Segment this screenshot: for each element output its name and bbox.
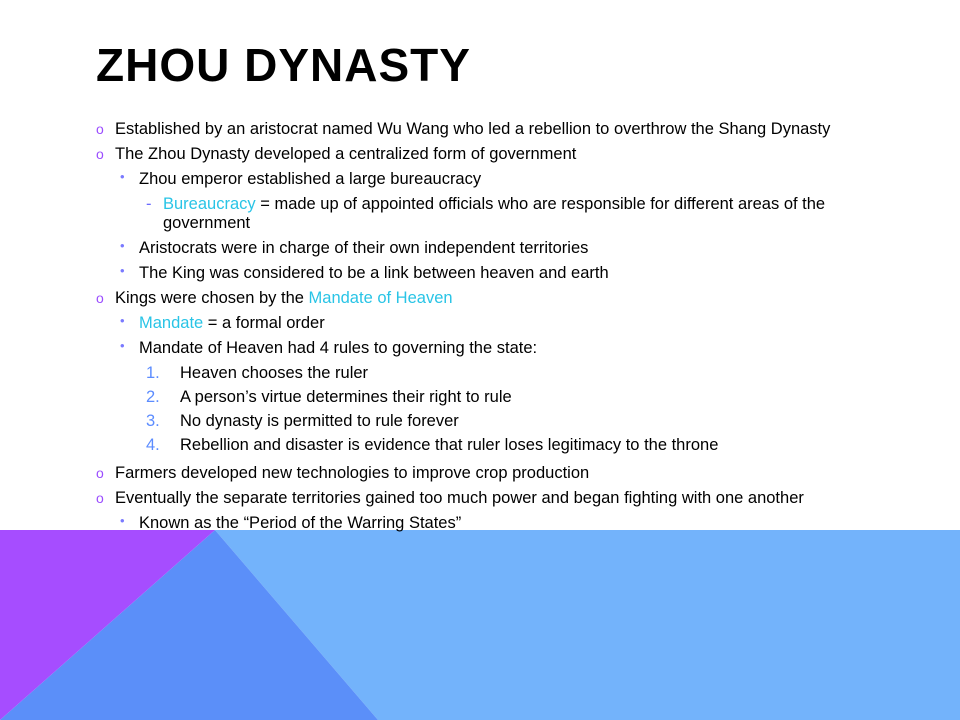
bullet-item	[96, 145, 912, 164]
dash-bullet-icon: -	[146, 194, 152, 213]
bullet-item	[96, 464, 912, 483]
bullet-text: Established by an aristocrat named Wu Wang who led a rebellion to overthrow the Shang Dynasty	[115, 120, 831, 138]
numbered-item	[96, 364, 912, 383]
dot-bullet-icon: •	[120, 337, 125, 353]
sub-sub-bullet-item	[96, 195, 912, 233]
sub-bullet-item	[96, 264, 912, 283]
dot-bullet-icon: •	[120, 237, 125, 253]
numbered-item	[96, 436, 912, 455]
bullet-text: Known as the “Period of the Warring States”	[139, 513, 462, 532]
bullet-text: = made up of appointed officials who are responsible for different areas of the government	[163, 194, 826, 232]
term-highlight: Mandate	[139, 313, 204, 332]
term-highlight: Mandate of Heaven	[308, 288, 453, 307]
bullet-list	[96, 120, 912, 538]
bullet-text: Kings were chosen by the	[115, 288, 309, 307]
sub-bullet-item	[96, 239, 912, 258]
bullet-item	[96, 120, 912, 139]
circle-bullet-icon: o	[96, 464, 104, 481]
bullet-text: Rebellion and disaster is evidence that ruler loses legitimacy to the throne	[180, 435, 719, 454]
bullet-text: The Zhou Dynasty developed a centralized form of government	[115, 144, 577, 163]
bullet-text: Mandate of Heaven had 4 rules to governing the state:	[139, 338, 538, 357]
dot-bullet-icon: •	[120, 512, 125, 528]
bullet-text: Eventually the separate territories gained too much power and began fighting with one another	[115, 488, 804, 507]
dot-bullet-icon: •	[120, 312, 125, 328]
bullet-text: The King was considered to be a link between heaven and earth	[139, 263, 609, 282]
list-number: 3.	[146, 411, 160, 430]
slide-title: ZHOU DYNASTY	[96, 39, 471, 91]
sub-bullet-item	[96, 170, 912, 189]
bullet-text: Farmers developed new technologies to improve crop production	[115, 463, 590, 482]
sub-bullet-item	[96, 514, 912, 533]
bullet-text: Zhou emperor established a large bureaucracy	[139, 169, 482, 188]
bullet-text: Heaven chooses the ruler	[180, 363, 369, 382]
list-number: 1.	[146, 363, 160, 382]
bullet-text: = a formal order	[203, 313, 325, 332]
bullet-item	[96, 289, 912, 308]
list-number: 2.	[146, 387, 160, 406]
circle-bullet-icon: o	[96, 145, 104, 162]
bullet-text: Aristocrats were in charge of their own independent territories	[139, 238, 589, 257]
dot-bullet-icon: •	[120, 168, 125, 184]
circle-bullet-icon: o	[96, 289, 104, 306]
dot-bullet-icon: •	[120, 262, 125, 278]
sub-bullet-item	[96, 314, 912, 333]
circle-bullet-icon: o	[96, 489, 104, 506]
sub-bullet-item	[96, 339, 912, 358]
list-number: 4.	[146, 435, 160, 454]
circle-bullet-icon: o	[96, 121, 104, 137]
numbered-item	[96, 412, 912, 431]
bullet-text: A person’s virtue determines their right to rule	[180, 387, 512, 406]
numbered-item	[96, 388, 912, 407]
bullet-text: No dynasty is permitted to rule forever	[180, 411, 459, 430]
bullet-item	[96, 489, 912, 508]
term-highlight: Bureaucracy	[163, 194, 256, 213]
